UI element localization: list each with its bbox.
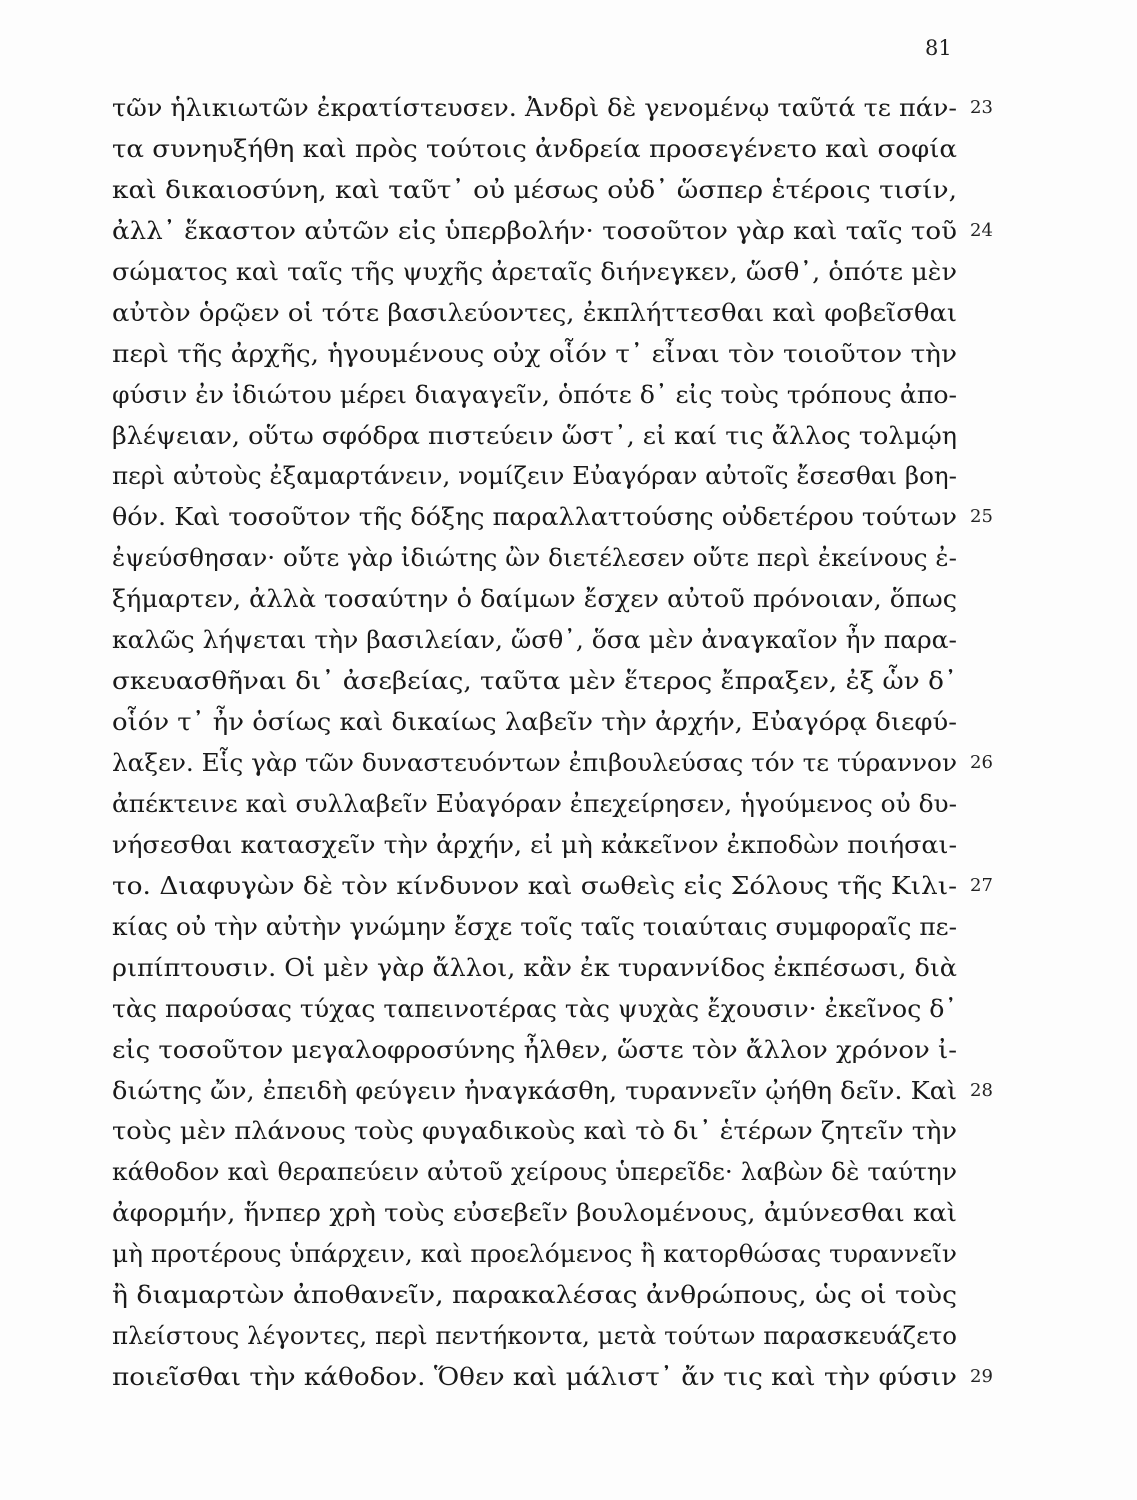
text-line	[112, 866, 993, 907]
text-line	[112, 170, 962, 211]
line-text: διώτης ὤν, ἐπειδὴ φεύγειν ἠναγκάσθη, τυραννεῖν ᾠήθη δεῖν. Καὶ	[112, 1075, 957, 1105]
line-text: σώματος καὶ ταῖς τῆς ψυχῆς ἀρεταῖς διήνεγκεν, ὥσθ᾽, ὁπότε μὲν	[112, 256, 958, 286]
line-text: καὶ δικαιοσύνη, καὶ ταῦτ᾽ οὐ μέσως οὐδ᾽ ὥσπερ ἑτέροις τισίν,	[112, 174, 957, 204]
line-text: βλέψειαν, οὕτω σφόδρα πιστεύειν ὥστ᾽, εἰ καί τις ἄλλος τολμῴη	[112, 420, 957, 450]
text-line	[112, 538, 962, 579]
line-text: τοὺς μὲν πλάνους τοὺς φυγαδικοὺς καὶ τὸ δι᾽ ἑτέρων ζητεῖν τὴν	[112, 1116, 958, 1146]
line-text: λαξεν. Εἷς γὰρ τῶν δυναστευόντων ἐπιβουλεύσας τόν τε τύραννον	[112, 748, 957, 777]
text-line	[112, 743, 993, 784]
section-number: 24	[970, 219, 993, 241]
text-line	[112, 293, 962, 334]
line-text: σκευασθῆναι δι᾽ ἀσεβείας, ταῦτα μὲν ἕτερος ἔπραξεν, ἐξ ὧν δ᾽	[112, 666, 958, 696]
line-text: καλῶς λήψεται τὴν βασιλείαν, ὥσθ᾽, ὅσα μὲν ἀναγκαῖον ἦν παρα-	[112, 625, 958, 655]
text-line	[112, 497, 993, 538]
line-text: αὐτὸν ὁρῷεν οἱ τότε βασιλεύοντες, ἐκπλήττεσθαι καὶ φοβεῖσθαι	[112, 297, 957, 327]
page-number: 81	[925, 36, 952, 60]
text-line	[112, 784, 962, 825]
text-line	[112, 334, 962, 375]
text-line	[112, 211, 993, 252]
line-text: περὶ αὐτοὺς ἐξαμαρτάνειν, νομίζειν Εὐαγόραν αὐτοῖς ἔσεσθαι βοη-	[112, 461, 957, 491]
line-text: πλείστους λέγοντες, περὶ πεντήκοντα, μετὰ τούτων παρασκευάζετο	[112, 1321, 957, 1351]
text-line	[112, 661, 962, 702]
line-text: θόν. Καὶ τοσοῦτον τῆς δόξης παραλλαττούσης οὐδετέρου τούτων	[112, 502, 957, 532]
line-text: ξήμαρτεν, ἀλλὰ τοσαύτην ὁ δαίμων ἔσχεν αὐτοῦ πρόνοιαν, ὅπως	[112, 584, 957, 614]
text-line	[112, 1111, 962, 1152]
text-line	[112, 252, 962, 293]
greek-text-block	[112, 88, 993, 1398]
text-line	[112, 948, 962, 989]
line-text: οἷόν τ᾽ ἦν ὁσίως καὶ δικαίως λαβεῖν τὴν ἀρχήν, Εὐαγόρᾳ διεφύ-	[112, 707, 958, 737]
line-text: ἢ διαμαρτὼν ἀποθανεῖν, παρακαλέσας ἀνθρώπους, ὡς οἱ τοὺς	[112, 1280, 958, 1310]
line-text: μὴ προτέρους ὑπάρχειν, καὶ προελόμενος ἢ κατορθώσας τυραννεῖν	[112, 1239, 957, 1269]
text-line	[112, 88, 993, 129]
line-text: ἀπέκτεινε καὶ συλλαβεῖν Εὐαγόραν ἐπεχείρησεν, ἡγούμενος οὐ δυ-	[112, 788, 957, 818]
line-text: τῶν ἡλικιωτῶν ἐκρατίστευσεν. Ἀνδρὶ δὲ γενομένῳ ταῦτά τε πάν-	[112, 93, 957, 122]
line-text: ριπίπτουσιν. Οἱ μὲν γὰρ ἄλλοι, κἂν ἐκ τυραννίδος ἐκπέσωσι, διὰ	[112, 952, 957, 982]
line-text: τα συνηυξήθη καὶ πρὸς τούτοις ἀνδρεία προσεγένετο καὶ σοφία	[112, 133, 957, 163]
line-text: περὶ τῆς ἀρχῆς, ἡγουμένους οὐχ οἷόν τ᾽ εἶναι τὸν τοιοῦτον τὴν	[112, 338, 957, 368]
line-text: κίας οὐ τὴν αὐτὴν γνώμην ἔσχε τοῖς ταῖς τοιαύταις συμφοραῖς πε-	[112, 911, 958, 941]
section-number: 29	[970, 1366, 993, 1388]
text-line	[112, 416, 962, 457]
text-line	[112, 907, 962, 948]
text-line	[112, 1193, 962, 1234]
line-text: ἀφορμήν, ἥνπερ χρὴ τοὺς εὐσεβεῖν βουλομένους, ἀμύνεσθαι καὶ	[112, 1198, 957, 1228]
text-line	[112, 456, 962, 497]
text-line	[112, 579, 962, 620]
text-line	[112, 1030, 962, 1071]
section-number: 28	[970, 1079, 993, 1101]
text-line	[112, 1316, 962, 1357]
line-text: τὰς παρούσας τύχας ταπεινοτέρας τὰς ψυχὰς ἔχουσιν· ἐκεῖνος δ᾽	[112, 993, 957, 1023]
line-text: ἀλλ᾽ ἕκαστον αὐτῶν εἰς ὑπερβολήν· τοσοῦτον γὰρ καὶ ταῖς τοῦ	[112, 215, 957, 245]
text-line	[112, 1152, 962, 1193]
text-line	[112, 375, 962, 416]
line-text: ἐψεύσθησαν· οὔτε γὰρ ἰδιώτης ὢν διετέλεσεν οὔτε περὶ ἐκείνους ἐ-	[112, 543, 957, 573]
text-line	[112, 1357, 993, 1398]
text-line	[112, 989, 962, 1030]
text-line	[112, 702, 962, 743]
line-text: νήσεσθαι κατασχεῖν τὴν ἀρχήν, εἰ μὴ κἀκεῖνον ἐκποδὼν ποιήσαι-	[112, 829, 957, 859]
line-text: το. Διαφυγὼν δὲ τὸν κίνδυνον καὶ σωθεὶς εἰς Σόλους τῆς Κιλι-	[112, 870, 958, 900]
section-number: 25	[970, 506, 993, 528]
section-number: 27	[970, 874, 993, 896]
text-line	[112, 825, 962, 866]
line-text: φύσιν ἐν ἰδιώτου μέρει διαγαγεῖν, ὁπότε δ᾽ εἰς τοὺς τρόπους ἀπο-	[112, 379, 957, 409]
section-number: 26	[970, 752, 993, 773]
line-text: κάθοδον καὶ θεραπεύειν αὐτοῦ χείρους ὑπερεῖδε· λαβὼν δὲ ταύτην	[112, 1157, 957, 1187]
line-text: εἰς τοσοῦτον μεγαλοφροσύνης ἦλθεν, ὥστε τὸν ἄλλον χρόνον ἰ-	[112, 1034, 957, 1064]
text-line	[112, 1275, 962, 1316]
text-line	[112, 1071, 993, 1112]
text-line	[112, 620, 962, 661]
section-number: 23	[970, 97, 993, 118]
text-line	[112, 1234, 962, 1275]
text-line	[112, 129, 962, 170]
line-text: ποιεῖσθαι τὴν κάθοδον. Ὅθεν καὶ μάλιστ᾽ ἄν τις καὶ τὴν φύσιν	[112, 1362, 957, 1392]
